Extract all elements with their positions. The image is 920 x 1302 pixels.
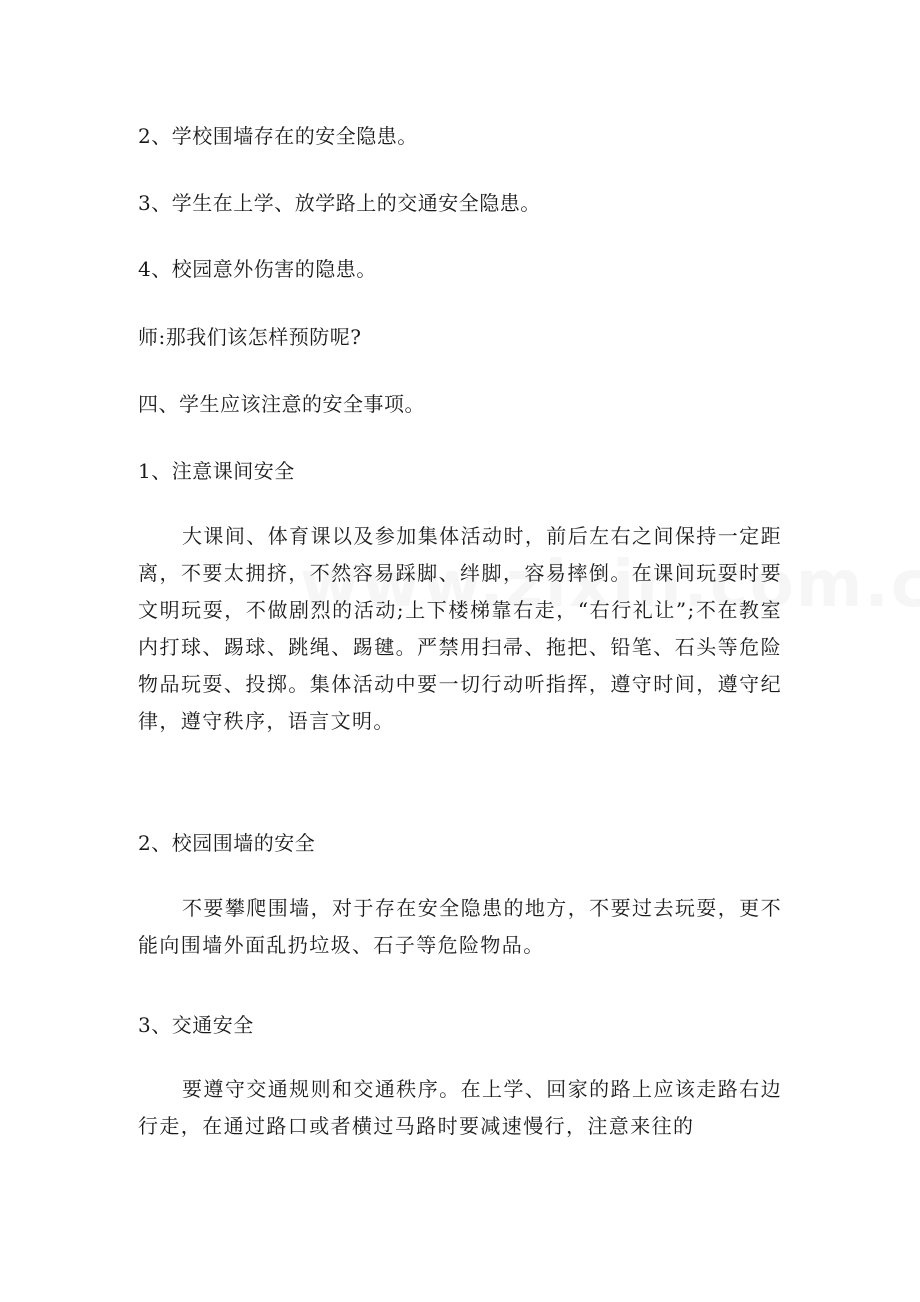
subheading-recess-safety: 1、注意课间安全 <box>138 459 295 483</box>
section-heading-safety-notes: 四、学生应该注意的安全事项。 <box>138 392 425 416</box>
teacher-question: 师:那我们该怎样预防呢? <box>138 325 362 349</box>
subheading-traffic-safety: 3、交通安全 <box>138 1013 254 1037</box>
paragraph-traffic-safety: 要遵守交通规则和交通秩序。在上学、回家的路上应该走路右边行走，在通过路口或者横过马路时要减速慢行，注意来往的 <box>138 1077 782 1138</box>
paragraph-recess-safety: 大课间、体育课以及参加集体活动时，前后左右之间保持一定距离，不要太拥挤，不然容易踩脚、绊脚，容易摔倒。在课间玩耍时要文明玩耍，不做剧烈的活动;上下楼梯靠右走，“右行礼让”;不在教室内打球、踢球、跳绳、踢毽。严禁用扫帚、拖把、铅笔、石头等危险物品玩耍、投掷。集体活动中要一切行动听指挥，遵守时间，遵守纪律，遵守秩序，语言文明。 <box>138 524 782 733</box>
paragraph-wall-safety: 不要攀爬围墙，对于存在安全隐患的地方，不要过去玩耍，更不能向围墙外面乱扔垃圾、石子等危险物品。 <box>138 896 782 957</box>
item-school-wall-hazard: 2、学校围墙存在的安全隐患。 <box>138 124 418 148</box>
item-traffic-hazard: 3、学生在上学、放学路上的交通安全隐患。 <box>138 191 541 215</box>
item-campus-injury-hazard: 4、校园意外伤害的隐患。 <box>138 257 377 281</box>
subheading-wall-safety: 2、校园围墙的安全 <box>138 831 316 855</box>
